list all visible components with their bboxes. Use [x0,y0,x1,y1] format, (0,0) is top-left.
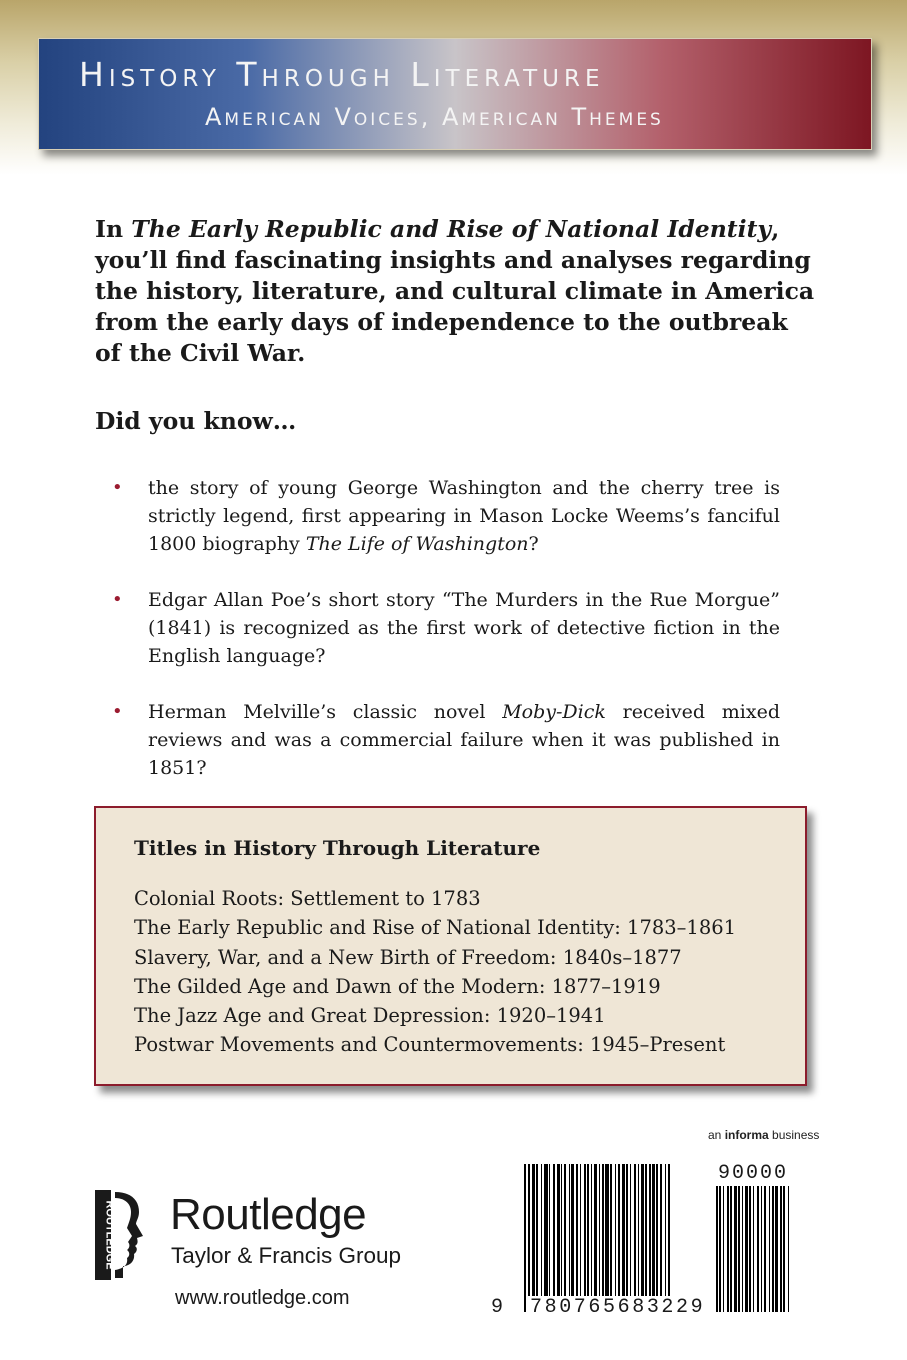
barcode-bar [569,1164,570,1312]
intro-book-title: The Early Republic and Rise of National Identity [131,215,772,243]
series-titles-box [94,806,807,1086]
barcode-bar [652,1164,655,1312]
barcode-bar [716,1186,718,1312]
bullet-icon: • [112,477,123,498]
series-title-item: The Gilded Age and Dawn of the Modern: 1877–1919 [134,974,661,998]
barcode-bar [599,1164,600,1312]
fact-item [112,474,780,558]
series-banner [38,38,872,150]
barcode-bar [769,1186,770,1312]
barcode-bar [738,1186,740,1312]
barcode-bar [594,1164,597,1312]
barcode-bar [734,1186,737,1312]
fact-text: Edgar Allan Poe’s short story “The Murders in the Rue Morgue” (1841) is recognized as the first work of detective fiction in the English language? [148,589,780,667]
barcode-bar [630,1164,631,1312]
barcode-bar [780,1186,782,1312]
did-you-know-heading: Did you know… [95,407,297,435]
barcode-bar [788,1186,789,1312]
barcode-bar [742,1186,743,1312]
series-title: History Through Literature [79,55,605,94]
series-subtitle: American Voices, American Themes [205,103,664,131]
barcode-bar [584,1164,586,1312]
barcode-bar [532,1164,535,1312]
barcode-bar [544,1164,548,1312]
barcode-bar [649,1164,651,1312]
barcode-bar [587,1164,589,1312]
barcode-bar [723,1186,724,1312]
tagline-prefix: an [708,1128,725,1142]
barcode-bar [668,1164,670,1312]
barcode-bar [557,1164,560,1312]
barcode-bar [576,1164,578,1312]
barcode-bar [634,1164,636,1312]
fact-italic-title: The Life of Washington [305,533,529,555]
barcode-bar [745,1186,748,1312]
barcode-bar [626,1164,628,1312]
barcode-bar [580,1164,581,1312]
intro-prefix: In [95,215,132,243]
fact-text-end: received mixed reviews and was a commercial failure when it was published in 1851? [148,701,780,779]
publisher-name: Routledge [170,1190,367,1239]
barcode-bar [524,1164,526,1312]
facts-list [112,474,780,810]
intro-paragraph [95,214,815,369]
fact-item [112,586,780,670]
intro-body: , you’ll find fascinating insights and analyses regarding the history, literature, and cultural climate in America from the early days of independence to the outbreak of the Civil War. [95,215,815,367]
fact-text-end: ? [528,533,539,555]
barcode-bar [775,1186,778,1312]
barcode-bar [541,1164,542,1312]
fact-text: Herman Melville’s classic novel [148,701,503,723]
series-title-item: Slavery, War, and a New Birth of Freedom: 1840s–1877 [134,945,682,969]
fact-item [112,698,780,782]
logo-vertical-text: ROUTLEDGE [103,1200,116,1270]
barcode-bar [660,1164,662,1312]
barcode-bar [783,1186,785,1312]
price-barcode-bars [716,1186,812,1312]
bullet-icon: • [112,589,123,610]
isbn-barcode [488,1156,820,1332]
publisher-url[interactable]: www.routledge.com [175,1287,350,1309]
barcode-bar [656,1164,658,1312]
barcode-bar [638,1164,639,1312]
barcode-bar [719,1186,721,1312]
bullet-icon: • [112,701,123,722]
barcode-bar [564,1164,566,1312]
barcode-bar [561,1164,562,1312]
barcode-bars [524,1164,708,1312]
barcode-bar [749,1186,751,1312]
barcode-bar [615,1164,616,1312]
barcode-bar [757,1186,759,1312]
barcode-bar [553,1164,555,1312]
barcode-bar [528,1164,530,1312]
publisher-group: Taylor & Francis Group [171,1243,402,1268]
series-title-item: The Jazz Age and Great Depression: 1920–1941 [134,1004,606,1028]
barcode-bar [753,1186,754,1312]
fact-text: the story of young George Washington and the cherry tree is strictly legend, first appearing in Mason Locke Weems’s fanciful 1800 biography [148,477,780,555]
series-titles-list [134,884,736,1060]
barcode-bar [610,1164,612,1312]
informa-tagline [708,1128,819,1142]
fact-italic-title: Moby-Dick [502,701,606,723]
barcode-bar [618,1164,620,1312]
tagline-suffix: business [768,1128,820,1142]
isbn-number: 780765683229 [530,1296,706,1319]
series-title-item: Colonial Roots: Settlement to 1783 [134,887,481,910]
barcode-bar [536,1164,538,1312]
barcode-bar [602,1164,604,1312]
routledge-profile-logo-icon [95,1190,157,1280]
barcode-bar [772,1186,774,1312]
barcode-bar [764,1186,766,1312]
price-code: 90000 [718,1162,789,1185]
barcode-bar [727,1186,729,1312]
barcode-bar [549,1164,550,1312]
barcode-bar [730,1186,732,1312]
barcode-bar [605,1164,609,1312]
series-title-item: Postwar Movements and Countermovements: 1945–Present [134,1033,726,1057]
barcode-bar [645,1164,647,1312]
tagline-brand: informa [724,1128,769,1142]
barcode-bar [641,1164,644,1312]
series-titles-heading: Titles in History Through Literature [134,836,541,860]
barcode-bar [665,1164,666,1312]
isbn-lead-digit: 9 [491,1296,504,1319]
barcode-bar [571,1164,574,1312]
barcode-bar [591,1164,592,1312]
series-title-item: The Early Republic and Rise of National Identity: 1783–1861 [134,916,737,940]
barcode-bar [622,1164,625,1312]
barcode-bar [761,1186,762,1312]
